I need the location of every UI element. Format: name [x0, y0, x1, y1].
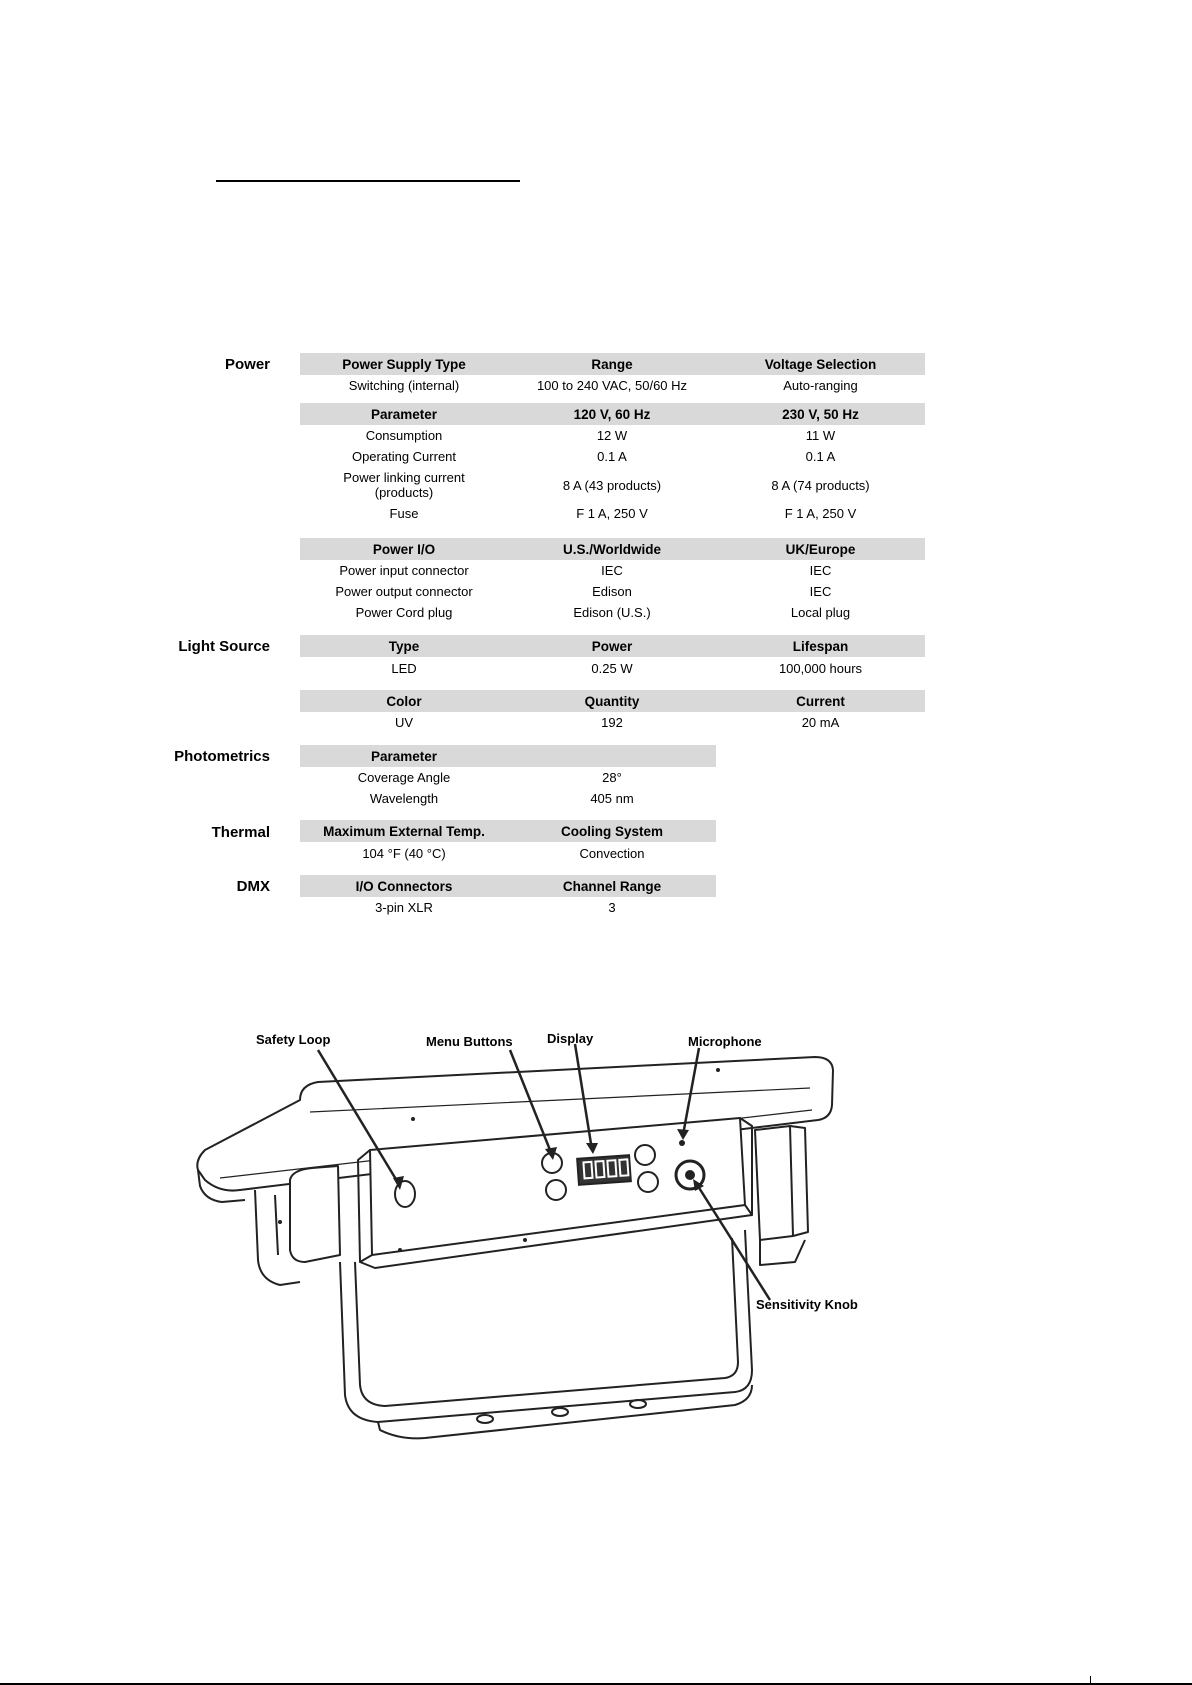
table-cell: 12 W	[596, 428, 628, 443]
header-cell: Channel Range	[562, 878, 662, 894]
table-row	[300, 425, 925, 446]
power-io-table	[300, 538, 925, 623]
table-cell: Local plug	[790, 605, 851, 620]
table-cell: Convection	[579, 845, 645, 861]
table-cell: 3	[608, 900, 616, 915]
product-diagram	[0, 1000, 1192, 1480]
table-header-row	[300, 403, 925, 425]
table-cell: Edison (U.S.)	[573, 605, 651, 620]
table-cell: 104 °F (40 °C)	[362, 845, 446, 861]
table-cell: Power linking current (products)	[343, 470, 465, 500]
table-cell: 100,000 hours	[778, 660, 863, 676]
header-cell: Cooling System	[560, 823, 663, 839]
table-cell: 11 W	[805, 428, 836, 443]
table-row	[300, 897, 716, 918]
table-cell: 100 to 240 VAC, 50/60 Hz	[536, 378, 688, 393]
table-cell: 192	[601, 715, 623, 730]
table-row	[300, 375, 925, 396]
header-cell: UK/Europe	[785, 541, 856, 557]
callout-safety-loop: Safety Loop	[256, 1032, 331, 1047]
power-supply-table	[300, 353, 925, 396]
table-header-row	[300, 745, 716, 767]
table-cell: 0.1 A	[597, 449, 627, 464]
light-color-table	[300, 690, 925, 733]
table-cell: 405 nm	[590, 791, 634, 806]
table-cell: 8 A (74 products)	[771, 477, 870, 493]
table-header-row	[300, 635, 925, 657]
table-cell: Coverage Angle	[357, 770, 451, 785]
thermal-table	[300, 820, 716, 864]
table-header-row	[300, 875, 716, 897]
light-type-table	[300, 635, 925, 679]
section-label-light-source: Light Source	[178, 638, 270, 655]
header-cell: Parameter	[370, 748, 438, 764]
table-cell: Power input connector	[339, 563, 469, 578]
microphone-hole	[679, 1140, 685, 1146]
table-cell: Wavelength	[369, 791, 439, 806]
table-cell: UV	[394, 715, 414, 730]
table-row	[300, 581, 925, 602]
table-row	[300, 657, 925, 679]
section-label-power: Power	[224, 356, 270, 373]
left-bracket	[290, 1166, 340, 1262]
table-header-row	[300, 353, 925, 375]
header-cell: Voltage Selection	[764, 356, 877, 372]
callout-display: Display	[547, 1031, 594, 1046]
photometrics-table	[300, 745, 716, 809]
header-cell: Parameter	[370, 406, 438, 422]
header-cell: Maximum External Temp.	[323, 823, 485, 839]
header-cell: Color	[386, 693, 422, 709]
header-cell: Power I/O	[372, 541, 436, 557]
table-cell: 28°	[602, 770, 622, 785]
table-cell: Auto-ranging	[783, 378, 858, 393]
table-cell: Fuse	[389, 506, 419, 521]
header-cell: Range	[591, 356, 633, 372]
table-row	[300, 560, 925, 581]
callout-microphone: Microphone	[688, 1034, 762, 1049]
header-cell: 230 V, 50 Hz	[782, 406, 859, 422]
callout-menu-buttons: Menu Buttons	[426, 1034, 513, 1049]
table-row	[300, 767, 716, 788]
table-cell: 8 A (43 products)	[562, 477, 662, 493]
section-label-dmx: DMX	[236, 878, 270, 895]
table-row	[300, 788, 716, 809]
table-header-row	[300, 820, 716, 842]
header-cell: 120 V, 60 Hz	[573, 406, 651, 422]
table-cell: Operating Current	[351, 449, 457, 464]
table-cell: Power output connector	[335, 584, 473, 599]
table-row	[300, 712, 925, 733]
table-cell: IEC	[809, 584, 832, 599]
table-cell: 20 mA	[801, 715, 840, 730]
table-cell: Consumption	[365, 428, 443, 443]
table-cell: Power Cord plug	[355, 605, 453, 620]
header-cell: Power Supply Type	[342, 356, 466, 372]
table-header-row	[300, 690, 925, 712]
table-cell: 0.25 W	[591, 660, 633, 676]
section-label-thermal: Thermal	[211, 824, 270, 841]
callout-sensitivity-knob: Sensitivity Knob	[756, 1297, 858, 1312]
power-parameters-table	[300, 403, 925, 524]
table-cell: 3-pin XLR	[375, 900, 433, 915]
header-cell: Quantity	[584, 693, 640, 709]
table-header-row	[300, 538, 925, 560]
table-row	[300, 503, 925, 524]
table-cell: LED	[391, 660, 417, 676]
header-cell: Lifespan	[792, 638, 849, 654]
table-row	[300, 842, 716, 864]
dmx-table	[300, 875, 716, 918]
table-cell: IEC	[601, 563, 623, 578]
table-cell: F 1 A, 250 V	[784, 506, 857, 521]
table-cell: IEC	[809, 563, 832, 578]
table-row	[300, 602, 925, 623]
header-cell: U.S./Worldwide	[562, 541, 661, 557]
right-bracket	[755, 1126, 793, 1240]
footer-tick	[1090, 1676, 1091, 1685]
section-label-photometrics: Photometrics	[174, 748, 270, 765]
header-cell: I/O Connectors	[355, 878, 453, 894]
header-cell: Power	[591, 638, 633, 654]
table-cell: Switching (internal)	[348, 378, 460, 393]
fixture-illustration	[0, 1000, 1192, 1480]
header-cell: Current	[796, 693, 845, 709]
table-cell: F 1 A, 250 V	[576, 506, 648, 521]
table-row	[300, 467, 925, 503]
table-cell: 0.1 A	[805, 449, 836, 464]
table-cell: Edison	[592, 584, 632, 599]
table-row	[300, 446, 925, 467]
header-cell: Type	[388, 638, 420, 654]
